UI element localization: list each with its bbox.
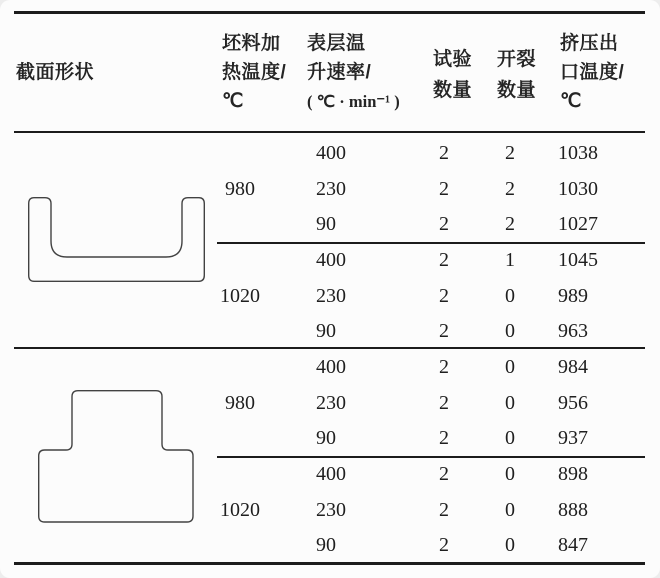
header-label: 试验: [433, 49, 473, 70]
cell-tests: 2: [439, 142, 449, 164]
cell-rate: 230: [316, 391, 346, 414]
header-bottom-rule: [14, 131, 645, 133]
header-label: ℃: [560, 91, 582, 112]
table-row: [0, 421, 660, 457]
cell-rate: 400: [316, 142, 346, 164]
cell-cracks: 2: [505, 142, 515, 164]
cell-cracks: 0: [505, 391, 515, 414]
table-row: [0, 279, 660, 315]
heating-temp-value: 980: [225, 391, 255, 414]
table-row: [0, 172, 660, 208]
cell-cracks: 0: [505, 463, 515, 485]
table-row: [0, 386, 660, 422]
cell-exit: 984: [558, 356, 588, 378]
heating-temp-value: 980: [225, 177, 255, 200]
table-row: [0, 314, 660, 350]
cell-tests: 2: [439, 177, 449, 200]
cell-rate: 90: [316, 427, 336, 450]
cell-exit: 1027: [558, 213, 598, 236]
cell-cracks: 0: [505, 534, 515, 557]
cell-cracks: 0: [505, 356, 515, 378]
header-label: ℃: [222, 91, 244, 112]
cell-exit: 989: [558, 284, 588, 307]
header-crack-count: [497, 44, 536, 106]
cell-cracks: 2: [505, 177, 515, 200]
cell-cracks: 2: [505, 213, 515, 236]
table-row: [0, 493, 660, 529]
cell-tests: 2: [439, 534, 449, 557]
cell-exit: 937: [558, 427, 588, 450]
cell-rate: 90: [316, 320, 336, 343]
cell-exit: 1030: [558, 177, 598, 200]
cell-exit: 956: [558, 391, 588, 414]
header-test-count: [433, 44, 472, 106]
cell-rate: 400: [316, 356, 346, 378]
cell-cracks: 0: [505, 498, 515, 521]
heating-temp-value: 1020: [220, 498, 260, 521]
header-cross-section: [16, 58, 94, 87]
cell-tests: 2: [439, 356, 449, 378]
header-exit-temp: [560, 29, 624, 116]
cell-cracks: 0: [505, 284, 515, 307]
table-row: [0, 243, 660, 279]
cell-rate: 230: [316, 177, 346, 200]
header-label: 表层温: [307, 33, 366, 54]
table-row: [0, 528, 660, 564]
cell-rate: 90: [316, 534, 336, 557]
header-heating-temp: [222, 29, 286, 116]
cell-exit: 963: [558, 320, 588, 343]
header-label: 开裂: [497, 49, 537, 70]
cell-tests: 2: [439, 213, 449, 236]
header-label: 数量: [497, 80, 537, 101]
cell-rate: 230: [316, 498, 346, 521]
header-unit-label: ( ℃ · min⁻¹ ): [307, 92, 400, 111]
header-label: 热温度/: [222, 62, 287, 83]
header-label: 升速率/: [307, 62, 372, 83]
cell-cracks: 1: [505, 249, 515, 271]
table-row: [0, 207, 660, 243]
cell-exit: 1045: [558, 249, 598, 271]
cell-tests: 2: [439, 498, 449, 521]
header-label: 挤压出: [560, 33, 619, 54]
header-surface-rate: [307, 29, 400, 116]
cell-exit: 898: [558, 463, 588, 485]
cell-exit: 1038: [558, 142, 598, 164]
cell-cracks: 0: [505, 320, 515, 343]
cell-tests: 2: [439, 284, 449, 307]
cell-tests: 2: [439, 320, 449, 343]
cell-exit: 888: [558, 498, 588, 521]
header-label: 坯料加: [222, 33, 281, 54]
cell-tests: 2: [439, 391, 449, 414]
table-top-rule: [14, 11, 645, 14]
header-label: 数量: [433, 80, 473, 101]
header-label: 截面形状: [16, 62, 95, 83]
cell-tests: 2: [439, 427, 449, 450]
cell-rate: 400: [316, 249, 346, 271]
cell-tests: 2: [439, 249, 449, 271]
heating-temp-value: 1020: [220, 284, 260, 307]
table-row: [0, 457, 660, 493]
cell-rate: 400: [316, 463, 346, 485]
cell-tests: 2: [439, 463, 449, 485]
header-label: 口温度/: [560, 62, 625, 83]
table-row: [0, 136, 660, 172]
cell-rate: 90: [316, 213, 336, 236]
cell-exit: 847: [558, 534, 588, 557]
cell-rate: 230: [316, 284, 346, 307]
cell-cracks: 0: [505, 427, 515, 450]
table-row: [0, 350, 660, 386]
